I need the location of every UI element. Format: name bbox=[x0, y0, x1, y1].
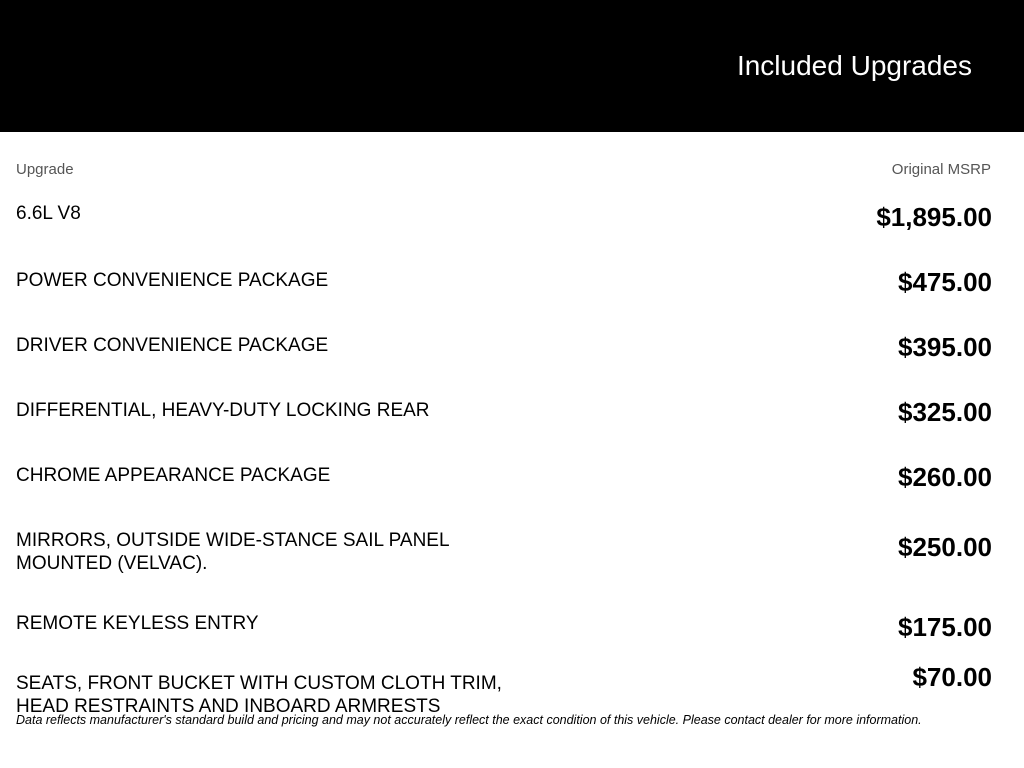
upgrade-row bbox=[16, 328, 992, 393]
page-title: Included Upgrades bbox=[736, 50, 972, 81]
upgrade-name: MIRRORS, OUTSIDE WIDE-STANCE SAIL PANEL MOUNTED (VELVAC). bbox=[16, 530, 449, 574]
column-header-msrp: Original MSRP bbox=[891, 161, 991, 178]
upgrade-price: $395.00 bbox=[898, 332, 992, 362]
upgrade-price: $1,895.00 bbox=[876, 202, 992, 232]
upgrade-price: $175.00 bbox=[898, 612, 992, 642]
upgrade-name: CHROME APPEARANCE PACKAGE bbox=[16, 465, 331, 486]
upgrade-name: 6.6L V8 bbox=[16, 203, 81, 224]
upgrade-row bbox=[16, 606, 992, 666]
upgrade-row bbox=[16, 393, 992, 458]
upgrade-name: DRIVER CONVENIENCE PACKAGE bbox=[16, 335, 329, 356]
upgrade-name: SEATS, FRONT BUCKET WITH CUSTOM CLOTH TRIM, HEAD RESTRAINTS AND INBOARD ARMRESTS bbox=[16, 673, 502, 717]
upgrade-row bbox=[16, 263, 992, 328]
upgrade-name: DIFFERENTIAL, HEAVY-DUTY LOCKING REAR bbox=[16, 400, 430, 421]
upgrade-price: $250.00 bbox=[898, 532, 992, 562]
upgrades-list bbox=[16, 198, 992, 731]
header-banner bbox=[0, 0, 1024, 132]
disclaimer-text: Data reflects manufacturer's standard build and pricing and may not accurately reflect the exact condition of this vehicle. Please contact dealer for more information. bbox=[16, 713, 922, 727]
upgrade-row bbox=[16, 458, 992, 523]
column-header-upgrade: Upgrade bbox=[16, 161, 74, 178]
upgrade-price: $70.00 bbox=[912, 662, 992, 692]
upgrade-price: $260.00 bbox=[898, 462, 992, 492]
upgrade-name: POWER CONVENIENCE PACKAGE bbox=[16, 270, 329, 291]
upgrade-row bbox=[16, 523, 992, 606]
upgrade-name: REMOTE KEYLESS ENTRY bbox=[16, 613, 259, 634]
upgrade-price: $475.00 bbox=[898, 267, 992, 297]
upgrade-row bbox=[16, 198, 992, 263]
upgrade-price: $325.00 bbox=[898, 397, 992, 427]
